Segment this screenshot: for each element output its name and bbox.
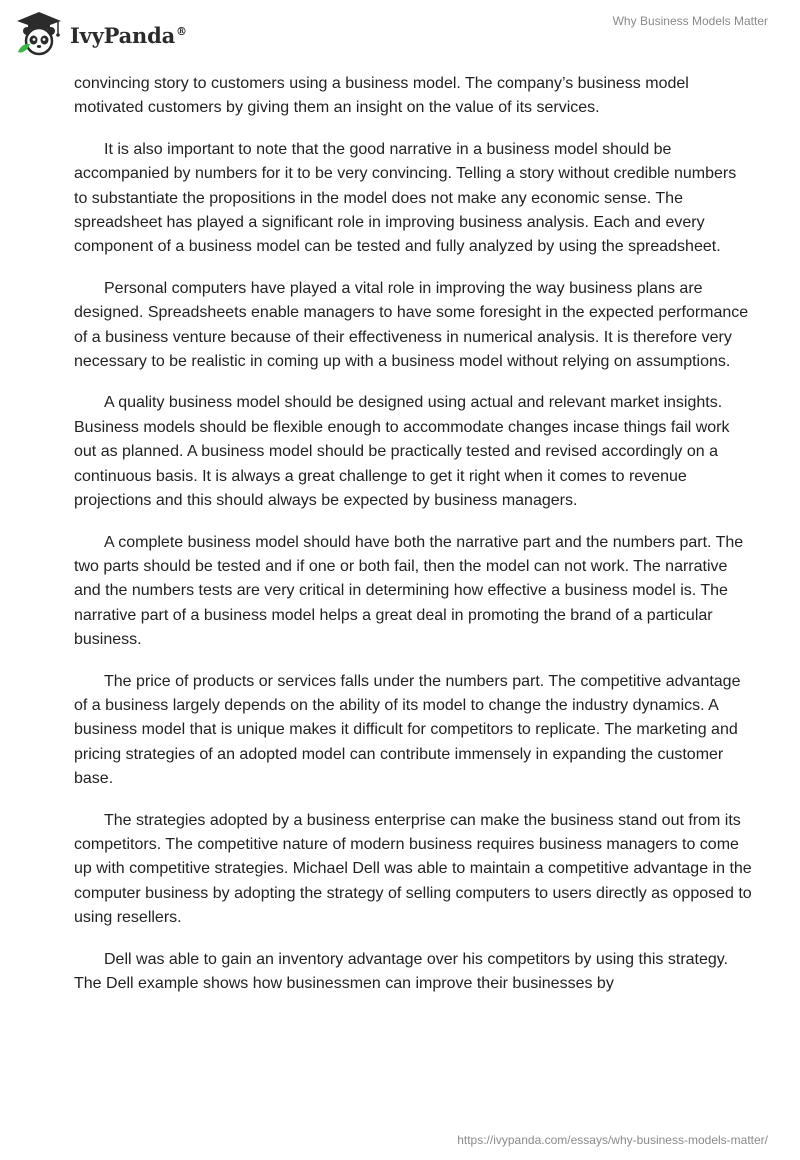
- paragraph: A quality business model should be designed using actual and relevant market insights. Business models should be flexible enough to accommodate changes incase things fail work out as planned. A business model should be practically tested and revised accordingly on a continuous basis. It is always a great challenge to get it right when it comes to revenue projections and this should always be expected by business managers.: [74, 394, 730, 510]
- paragraph: A complete business model should have both the narrative part and the numbers part. The two parts should be tested and if one or both fail, then the model can not work. The narrative and the numbers tests are very critical in determining how effective a business model is. The narrative part of a business model helps a great deal in promoting the brand of a particular business.: [74, 533, 744, 649]
- paragraph: Personal computers have played a vital role in improving the way business plans are designed. Spreadsheets enable managers to have some foresight in the expected performance of a business venture because of their effectiveness in numerical analysis. It is therefore very necessary to be realistic in coming up with a business model without relying on assumptions.: [74, 279, 749, 371]
- registered-mark: ®: [176, 24, 187, 38]
- paragraph: It is also important to note that the good narrative in a business model should be accompanied by numbers for it to be very convincing. Telling a story without credible numbers to substantiate the propositions in the model does not make any economic sense. The spreadsheet has played a significant role in improving business analysis. Each and every component of a business model can be tested and fully analyzed by using the spreadsheet.: [74, 140, 737, 256]
- ivypanda-logo[interactable]: [14, 8, 187, 58]
- page-header: [0, 0, 800, 66]
- document-title: Why Business Models Matter: [612, 14, 768, 28]
- logo-text: IvyPanda®: [70, 22, 187, 48]
- panda-graduate-icon: [14, 10, 64, 56]
- source-url-link[interactable]: https://ivypanda.com/essays/why-business-models-matter/: [457, 1133, 768, 1147]
- paragraph: Dell was able to gain an inventory advantage over his competitors by using this strategy. The Dell example shows how businessmen can improve their businesses by: [74, 950, 729, 992]
- essay-body: [74, 72, 754, 1013]
- paragraph: The strategies adopted by a business enterprise can make the business stand out from its competitors. The competitive nature of modern business requires business managers to come up with competitive strategies. Michael Dell was able to maintain a competitive advantage in the computer business by adopting the strategy of selling computers to users directly as opposed to using resellers.: [74, 811, 752, 927]
- paragraph: convincing story to customers using a business model. The company’s business model motivated customers by giving them an insight on the value of its services.: [74, 75, 689, 117]
- paragraph: The price of products or services falls under the numbers part. The competitive advantage of a business largely depends on the ability of its model to change the industry dynamics. A business model that is unique makes it difficult for competitors to replicate. The marketing and pricing strategies of an adopted model can contribute immensely in expanding the customer base.: [74, 672, 741, 788]
